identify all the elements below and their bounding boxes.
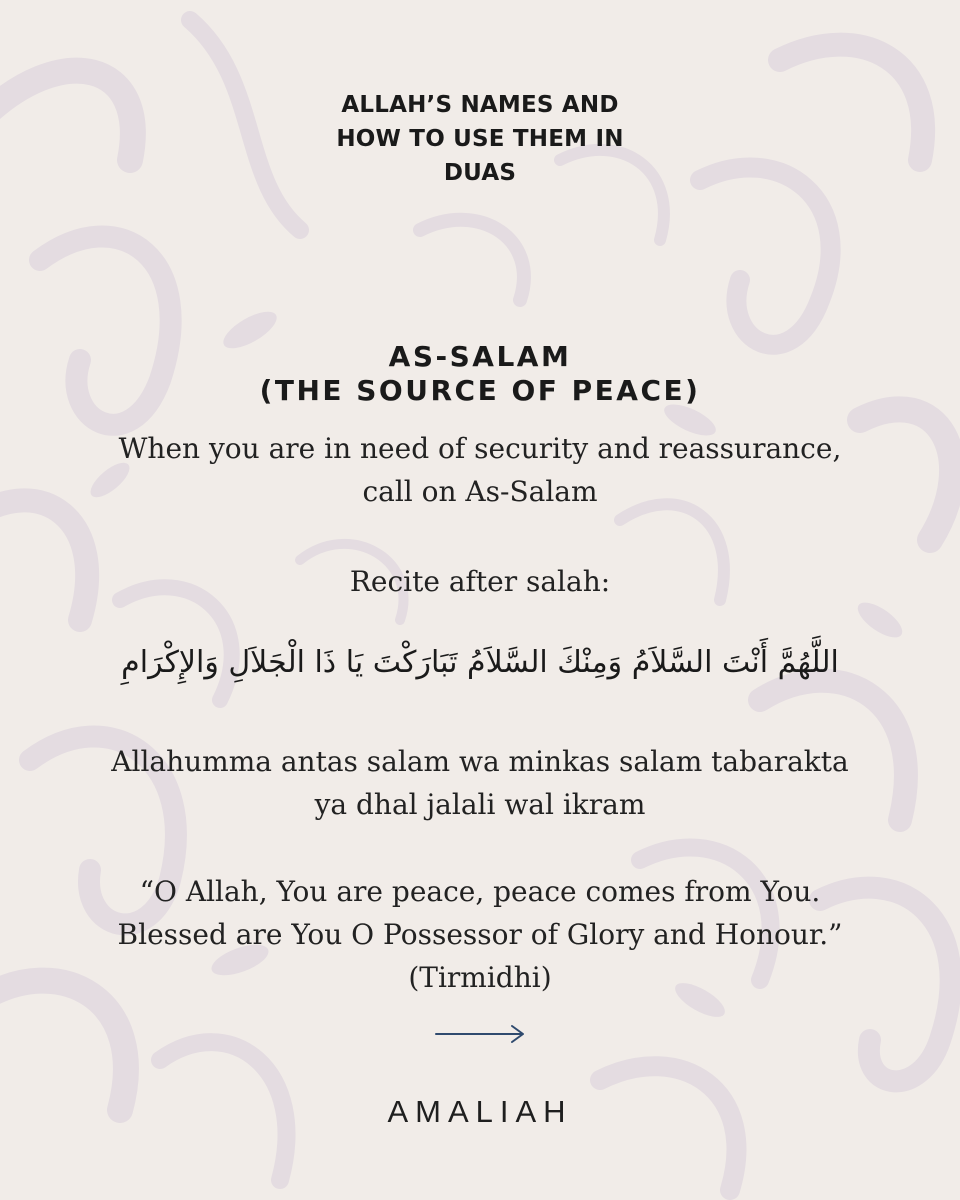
brand-logo-text: AMALIAH: [387, 1094, 573, 1129]
divine-name-meaning: (THE SOURCE OF PEACE): [259, 374, 701, 407]
intro-line: call on As-Salam: [362, 475, 598, 508]
dua-arabic-text: اللَّهُمَّ أَنْتَ السَّلاَمُ وَمِنْكَ السَّلاَمُ تَبَارَكْتَ يَا ذَا الْجَلاَلِ وَالإِكْرَامِ: [121, 645, 839, 680]
dua-translation: [40, 870, 920, 999]
dua-transliteration: [40, 740, 920, 826]
series-title-line: DUAS: [443, 160, 517, 186]
divine-name-heading: [180, 340, 780, 408]
divine-name: AS-SALAM: [388, 340, 572, 373]
series-title-line: HOW TO USE THEM IN: [336, 126, 624, 152]
series-title-line: ALLAH’S NAMES AND: [341, 92, 619, 118]
recite-label: [40, 560, 920, 603]
intro-line: When you are in need of security and reassurance,: [118, 432, 842, 465]
series-title: [230, 88, 730, 190]
intro-text: [40, 427, 920, 513]
translation-line: “O Allah, You are peace, peace comes from You.: [139, 875, 821, 908]
translation-line: Blessed are You O Possessor of Glory and Honour.”: [117, 918, 843, 951]
recite-label-text: Recite after salah:: [349, 565, 611, 598]
arrow-right-icon[interactable]: [434, 1022, 528, 1046]
translation-source: (Tirmidhi): [408, 961, 552, 994]
transliteration-line: Allahumma antas salam wa minkas salam tabarakta: [111, 745, 849, 778]
transliteration-line: ya dhal jalali wal ikram: [314, 788, 646, 821]
